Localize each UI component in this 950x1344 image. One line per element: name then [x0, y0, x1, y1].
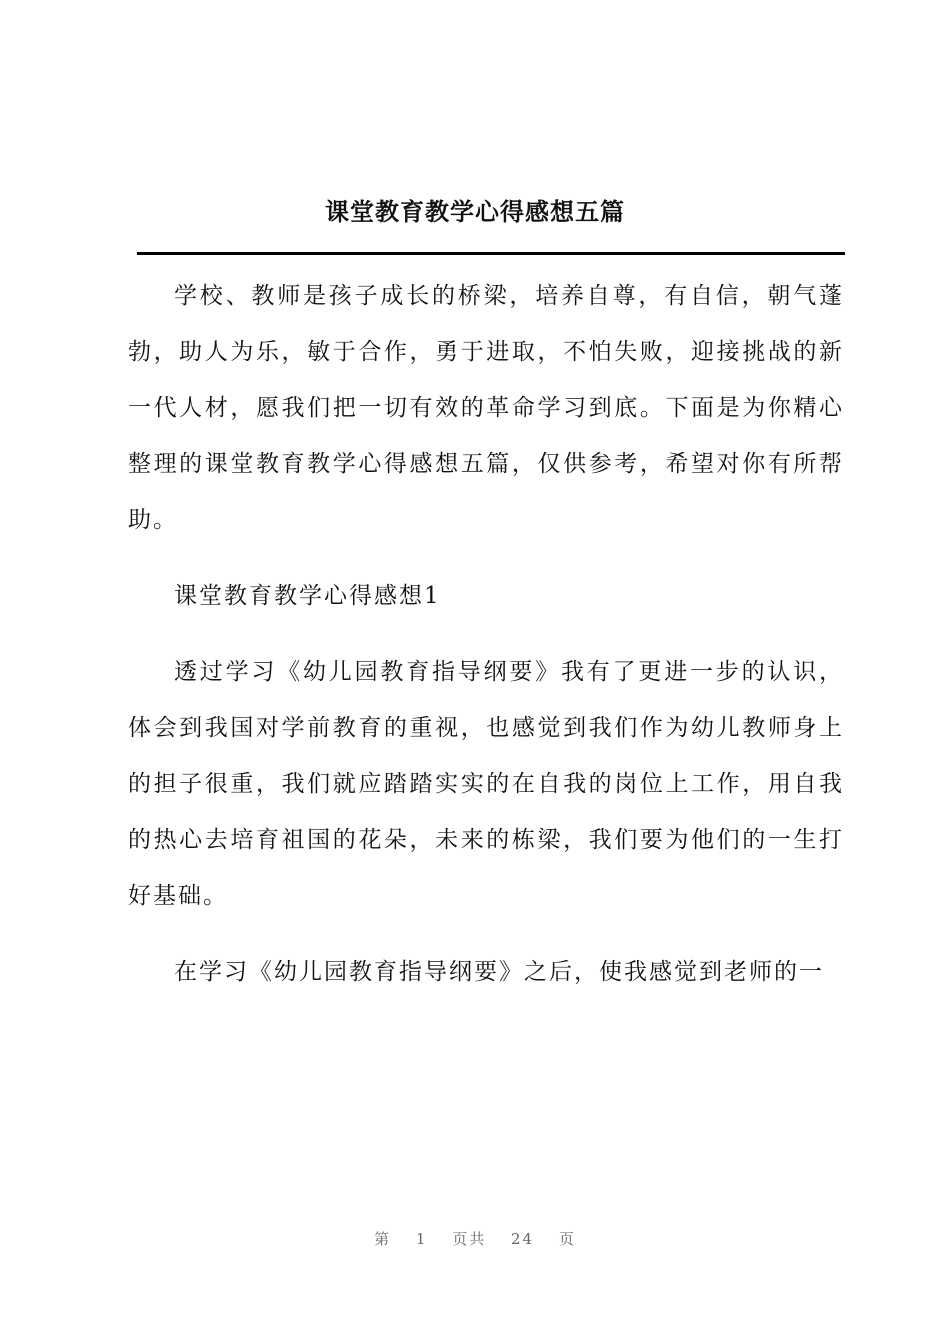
intro-paragraph: 学校、教师是孩子成长的桥梁，培养自尊，有自信，朝气蓬勃，助人为乐，敏于合作，勇于进取，不怕失败，迎接挑战的新一代人材，愿我们把一切有效的革命学习到底。下面是为你精心整理的课堂教育教学心得感想五篇，仅供参考，希望对你有所帮助。	[128, 283, 844, 533]
footer-label-suffix: 页	[558, 1230, 576, 1248]
body-paragraph: 在学习《幼儿园教育指导纲要》之后，使我感觉到老师的一	[174, 959, 824, 985]
body-paragraph: 透过学习《幼儿园教育指导纲要》我有了更进一步的认识，体会到我国对学前教育的重视，也感觉到我们作为幼儿教师身上的担子很重，我们就应踏踏实实的在自我的岗位上工作，用自我的热心去培育祖国的花朵，未来的栋梁，我们要为他们的一生打好基础。	[128, 659, 844, 909]
document-title: 课堂教育教学心得感想五篇	[325, 197, 625, 226]
title-divider	[137, 252, 845, 255]
section-heading: 课堂教育教学心得感想1	[174, 583, 441, 609]
footer-label-middle: 页共	[452, 1230, 487, 1248]
page-footer	[0, 1228, 950, 1249]
footer-label-prefix: 第	[374, 1230, 392, 1248]
footer-current-page: 1	[415, 1230, 428, 1248]
document-body	[128, 268, 844, 1020]
footer-total-pages: 24	[511, 1230, 535, 1248]
